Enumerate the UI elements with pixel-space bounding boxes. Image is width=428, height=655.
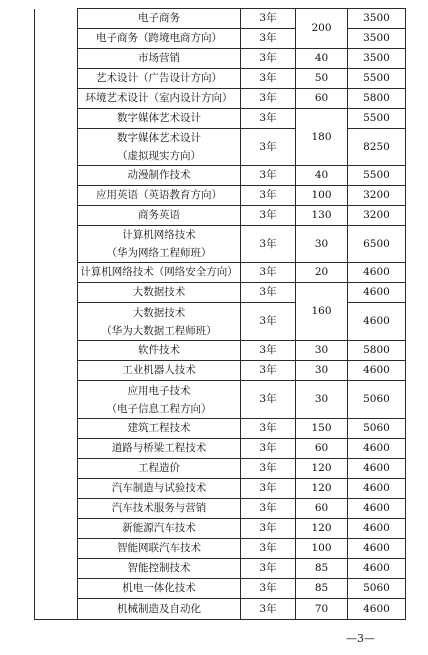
enrollment-cell: 85 (296, 579, 348, 599)
major-cell: 电子商务 (78, 9, 241, 29)
tuition-cell: 4600 (348, 303, 406, 341)
table-row (35, 226, 406, 263)
table-row (35, 29, 406, 49)
tuition-cell: 6500 (348, 226, 406, 263)
enrollment-table-container (34, 8, 406, 620)
enrollment-cell: 130 (296, 206, 348, 226)
major-cell: 应用英语（英语教育方向） (78, 186, 241, 206)
table-row (35, 166, 406, 186)
enrollment-cell: 180 (296, 109, 348, 166)
duration-cell: 3年 (241, 499, 296, 519)
table-row (35, 499, 406, 519)
table-row (35, 283, 406, 303)
enrollment-cell: 20 (296, 263, 348, 283)
tuition-cell: 3500 (348, 29, 406, 49)
major-cell: 汽车制造与试验技术 (78, 479, 241, 499)
enrollment-cell: 60 (296, 89, 348, 109)
major-cell: 计算机网络技术（网络安全方向） (78, 263, 241, 283)
duration-cell: 3年 (241, 49, 296, 69)
tuition-cell: 5060 (348, 381, 406, 419)
tuition-cell: 4600 (348, 459, 406, 479)
enrollment-cell: 120 (296, 459, 348, 479)
enrollment-cell: 30 (296, 381, 348, 419)
major-cell: 建筑工程技术 (78, 419, 241, 439)
major-cell: 艺术设计（广告设计方向） (78, 69, 241, 89)
enrollment-cell: 160 (296, 283, 348, 341)
enrollment-cell: 150 (296, 419, 348, 439)
duration-cell: 3年 (241, 539, 296, 559)
duration-cell: 3年 (241, 519, 296, 539)
duration-cell: 3年 (241, 361, 296, 381)
table-row (35, 539, 406, 559)
duration-cell: 3年 (241, 283, 296, 303)
duration-cell: 3年 (241, 439, 296, 459)
major-cell: 电子商务（跨境电商方向） (78, 29, 241, 49)
duration-cell: 3年 (241, 109, 296, 129)
tuition-cell: 5060 (348, 419, 406, 439)
table-row (35, 559, 406, 579)
duration-cell: 3年 (241, 226, 296, 263)
table-row (35, 129, 406, 166)
tuition-cell: 4600 (348, 479, 406, 499)
duration-cell: 3年 (241, 599, 296, 620)
table-row (35, 9, 406, 29)
major-cell: 市场营销 (78, 49, 241, 69)
duration-cell: 3年 (241, 381, 296, 419)
tuition-cell: 5800 (348, 341, 406, 361)
duration-cell: 3年 (241, 186, 296, 206)
table-row (35, 439, 406, 459)
major-cell: 工业机器人技术 (78, 361, 241, 381)
category-cell (35, 9, 78, 620)
enrollment-cell: 30 (296, 226, 348, 263)
tuition-cell: 5800 (348, 89, 406, 109)
tuition-cell: 4600 (348, 539, 406, 559)
table-row (35, 599, 406, 620)
major-cell: 大数据技术 (78, 283, 241, 303)
tuition-cell: 5500 (348, 166, 406, 186)
table-row (35, 303, 406, 341)
major-cell: 新能源汽车技术 (78, 519, 241, 539)
major-cell: 机电一体化技术 (78, 579, 241, 599)
table-row (35, 579, 406, 599)
enrollment-cell: 100 (296, 539, 348, 559)
duration-cell: 3年 (241, 341, 296, 361)
enrollment-cell: 60 (296, 499, 348, 519)
tuition-cell: 5060 (348, 579, 406, 599)
table-row (35, 206, 406, 226)
major-cell: 智能网联汽车技术 (78, 539, 241, 559)
enrollment-cell: 120 (296, 479, 348, 499)
table-row (35, 49, 406, 69)
table-row (35, 263, 406, 283)
duration-cell: 3年 (241, 559, 296, 579)
duration-cell: 3年 (241, 303, 296, 341)
page-number: —3— (346, 632, 375, 645)
table-row (35, 381, 406, 419)
major-cell: 数字媒体艺术设计 (78, 109, 241, 129)
enrollment-cell: 100 (296, 186, 348, 206)
enrollment-cell: 70 (296, 599, 348, 620)
major-cell: 环境艺术设计（室内设计方向） (78, 89, 241, 109)
table-row (35, 89, 406, 109)
tuition-cell: 8250 (348, 129, 406, 166)
major-cell: 应用电子技术 （电子信息工程方向） (78, 381, 241, 419)
enrollment-cell: 60 (296, 439, 348, 459)
major-cell: 道路与桥梁工程技术 (78, 439, 241, 459)
tuition-cell: 4600 (348, 283, 406, 303)
major-cell: 数字媒体艺术设计 （虚拟现实方向） (78, 129, 241, 166)
tuition-cell: 3200 (348, 186, 406, 206)
table-row (35, 69, 406, 89)
major-cell: 工程造价 (78, 459, 241, 479)
tuition-cell: 4600 (348, 519, 406, 539)
tuition-cell: 5500 (348, 69, 406, 89)
table-row (35, 361, 406, 381)
tuition-cell: 4600 (348, 599, 406, 620)
duration-cell: 3年 (241, 459, 296, 479)
major-cell: 大数据技术 （华为大数据工程师班） (78, 303, 241, 341)
table-row (35, 479, 406, 499)
major-cell: 智能控制技术 (78, 559, 241, 579)
duration-cell: 3年 (241, 69, 296, 89)
tuition-cell: 5500 (348, 109, 406, 129)
tuition-cell: 4600 (348, 499, 406, 519)
major-cell: 机械制造及自动化 (78, 599, 241, 620)
enrollment-cell: 85 (296, 559, 348, 579)
duration-cell: 3年 (241, 263, 296, 283)
duration-cell: 3年 (241, 166, 296, 186)
enrollment-cell: 200 (296, 9, 348, 49)
tuition-cell: 4600 (348, 559, 406, 579)
tuition-cell: 4600 (348, 263, 406, 283)
tuition-cell: 3500 (348, 49, 406, 69)
major-cell: 汽车技术服务与营销 (78, 499, 241, 519)
major-cell: 计算机网络技术 （华为网络工程师班） (78, 226, 241, 263)
major-cell: 软件技术 (78, 341, 241, 361)
duration-cell: 3年 (241, 419, 296, 439)
tuition-cell: 4600 (348, 439, 406, 459)
tuition-cell: 4600 (348, 361, 406, 381)
table-row (35, 109, 406, 129)
table-row (35, 459, 406, 479)
tuition-cell: 3500 (348, 9, 406, 29)
enrollment-cell: 50 (296, 69, 348, 89)
table-row (35, 186, 406, 206)
major-cell: 商务英语 (78, 206, 241, 226)
table-row (35, 519, 406, 539)
duration-cell: 3年 (241, 206, 296, 226)
enrollment-cell: 120 (296, 519, 348, 539)
table-body (35, 9, 406, 620)
tuition-cell: 3200 (348, 206, 406, 226)
enrollment-table (34, 8, 406, 620)
duration-cell: 3年 (241, 89, 296, 109)
table-row (35, 341, 406, 361)
table-row (35, 419, 406, 439)
enrollment-cell: 40 (296, 49, 348, 69)
enrollment-cell: 30 (296, 361, 348, 381)
enrollment-cell: 40 (296, 166, 348, 186)
duration-cell: 3年 (241, 129, 296, 166)
duration-cell: 3年 (241, 29, 296, 49)
enrollment-cell: 30 (296, 341, 348, 361)
duration-cell: 3年 (241, 9, 296, 29)
major-cell: 动漫制作技术 (78, 166, 241, 186)
duration-cell: 3年 (241, 479, 296, 499)
duration-cell: 3年 (241, 579, 296, 599)
